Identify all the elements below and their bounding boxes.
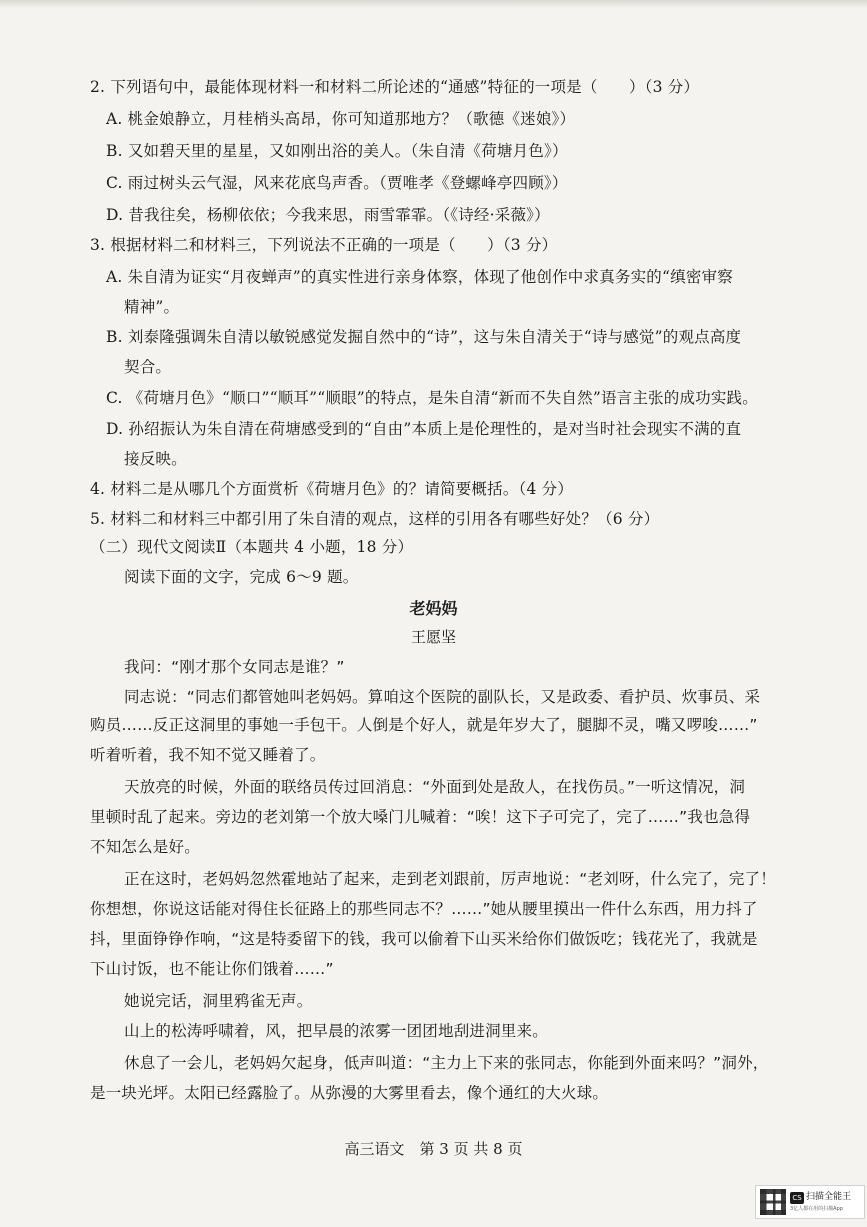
story-line: 购员……反正这洞里的事她一手包干。人倒是个好人，就是年岁大了，腿脚不灵，嘴又啰唆……” <box>90 716 758 734</box>
section2-heading: （二）现代文阅读Ⅱ（本题共 4 小题，18 分） <box>90 538 414 556</box>
q3-option-a: A. 朱自清为证实“月夜蝉声”的真实性进行亲身体察，体现了他创作中求真务实的“缜密审察 <box>106 268 733 286</box>
story-line: 休息了一会儿，老妈妈欠起身，低声叫道：“主力上下来的张同志，你能到外面来吗？”洞外， <box>124 1054 769 1072</box>
story-line: 我问：“刚才那个女同志是谁？” <box>124 658 345 676</box>
story-line: 正在这时，老妈妈忽然霍地站了起来，走到老刘跟前，厉声地说：“老刘呀，什么完了，完了！ <box>124 870 776 888</box>
story-line: 里顿时乱了起来。旁边的老刘第一个放大嗓门儿喊着：“唉！这下子可完了，完了……”我也急得 <box>90 808 751 826</box>
story-line: 抖，里面铮铮作响，“这是特委留下的钱，我可以偷着下山买米给你们做饭吃；钱花光了，我就是 <box>90 930 758 948</box>
q3-option-a-cont: 精神”。 <box>124 298 180 316</box>
story-line: 你想想，你说这话能对得住长征路上的那些同志不？……”她从腰里摸出一件什么东西，用力抖了 <box>90 900 758 918</box>
scanner-watermark <box>755 1185 865 1219</box>
q5: 5. 材料二和材料三中都引用了朱自清的观点，这样的引用各有哪些好处？（6 分） <box>90 510 660 528</box>
scanner-subtitle: 3亿人都在用的扫描App <box>790 1206 843 1212</box>
qr-code-icon <box>760 1189 786 1215</box>
story-line: 是一块光坪。太阳已经露脸了。从弥漫的大雾里看去，像个通红的大火球。 <box>90 1084 609 1102</box>
camscanner-logo: CS <box>790 1192 804 1204</box>
section2-instruction: 阅读下面的文字，完成 6～9 题。 <box>124 568 359 586</box>
q3-option-b: B. 刘泰隆强调朱自清以敏锐感觉发掘自然中的“诗”，这与朱自清关于“诗与感觉”的观点高度 <box>106 328 742 346</box>
story-title: 老妈妈 <box>409 599 458 618</box>
q3-option-b-cont: 契合。 <box>124 358 172 376</box>
story-author: 王愿坚 <box>410 628 456 646</box>
q2-option-b: B. 又如碧天里的星星，又如刚出浴的美人。（朱自清《荷塘月色》） <box>106 142 568 160</box>
story-line: 下山讨饭，也不能让你们饿着……” <box>90 960 334 978</box>
q2-option-d: D. 昔我往矣，杨柳依依；今我来思，雨雪霏霏。（《诗经·采薇》） <box>106 206 550 224</box>
q2-option-a: A. 桃金娘静立，月桂梢头高昂，你可知道那地方？（歌德《迷娘》） <box>106 110 576 128</box>
q4: 4. 材料二是从哪几个方面赏析《荷塘月色》的？请简要概括。（4 分） <box>90 480 574 498</box>
story-line: 她说完话，洞里鸦雀无声。 <box>124 992 313 1010</box>
q3-option-c: C. 《荷塘月色》“顺口”“顺耳”“顺眼”的特点，是朱自清“新而不失自然”语言主张的成功实践。 <box>106 389 758 407</box>
q2-option-c: C. 雨过树头云气湿，风来花底鸟声香。（贾唯孝《登螺峰亭四顾》） <box>106 174 568 192</box>
page-footer: 高三语文 第 3 页 共 8 页 <box>344 1140 523 1158</box>
q3-option-d: D. 孙绍振认为朱自清在荷塘感受到的“自由”本质上是伦理性的，是对当时社会现实不满的直 <box>106 420 742 438</box>
q3-stem: 3. 根据材料二和材料三，下列说法不正确的一项是（ ）（3 分） <box>90 236 558 254</box>
scanner-label: 扫描全能王 <box>806 1192 852 1202</box>
q2-stem: 2. 下列语句中，最能体现材料一和材料二所论述的“通感”特征的一项是（ ）（3 分） <box>90 78 700 96</box>
story-line: 天放亮的时候，外面的联络员传过回消息：“外面到处是敌人，在找伤员。”一听这情况，洞 <box>124 778 746 796</box>
story-line: 不知怎么是好。 <box>90 838 200 856</box>
scan-top-band <box>0 0 867 8</box>
story-line: 山上的松涛呼啸着，风，把早晨的浓雾一团团地刮进洞里来。 <box>124 1022 548 1040</box>
story-line: 听着听着，我不知不觉又睡着了。 <box>90 746 326 764</box>
story-line: 同志说：“同志们都管她叫老妈妈。算咱这个医院的副队长，又是政委、看护员、炊事员、采 <box>124 688 761 706</box>
q3-option-d-cont: 接反映。 <box>124 450 187 468</box>
